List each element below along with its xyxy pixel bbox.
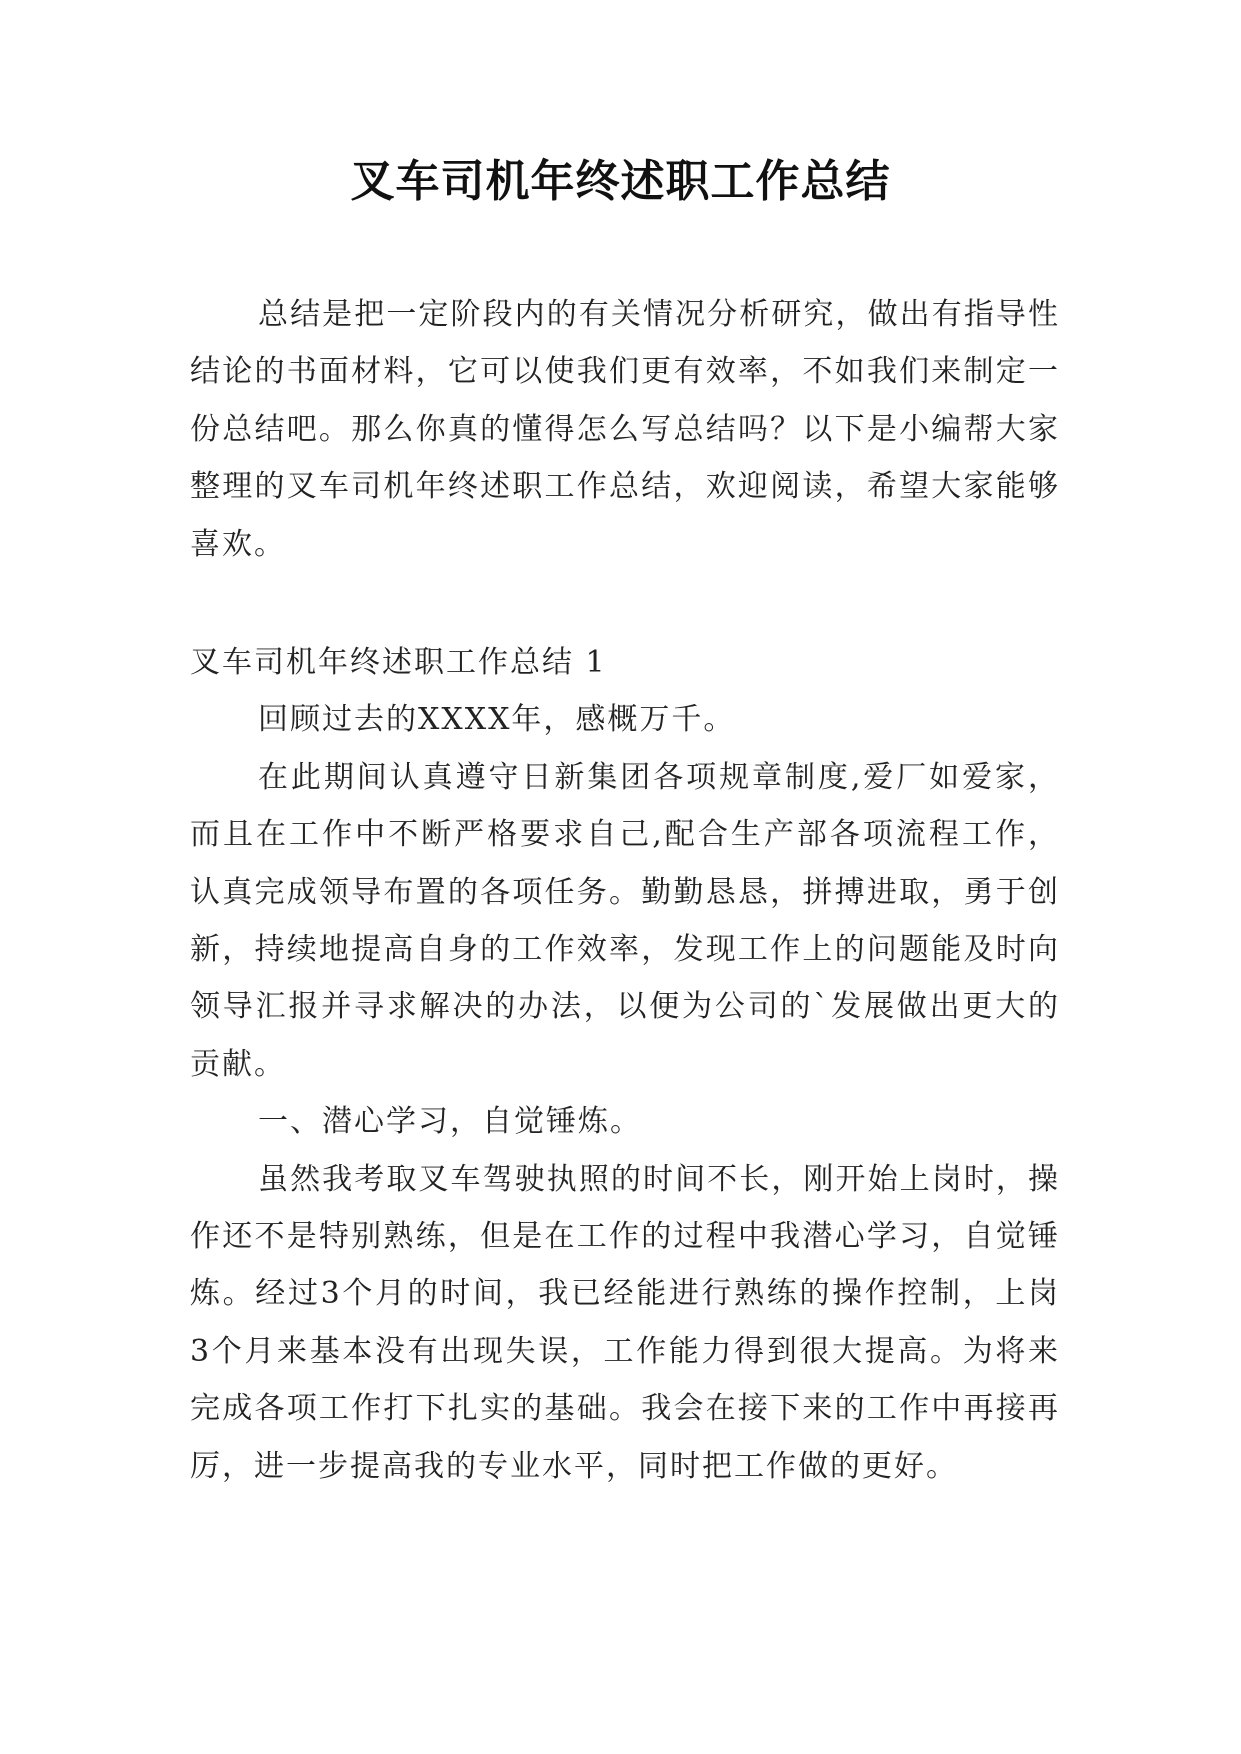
section-heading: 叉车司机年终述职工作总结 1 [190, 645, 607, 680]
intro-paragraph: 总结是把一定阶段内的有关情况分析研究，做出有指导性结论的书面材料，它可以使我们更有效率，不如我们来制定一份总结吧。那么你真的懂得怎么写总结吗？以下是小编帮大家整理的叉车司机年终述职工作总结，欢迎阅读，希望大家能够喜欢。 [190, 297, 1060, 562]
document-title: 叉车司机年终述职工作总结 [350, 156, 891, 207]
paragraph-2: 在此期间认真遵守日新集团各项规章制度,爱厂如爱家，而且在工作中不断严格要求自己,配合生产部各项流程工作，认真完成领导布置的各项任务。勤勤恳恳，拼搏进取，勇于创新，持续地提高自身的工作效率，发现工作上的问题能及时向领导汇报并寻求解决的办法，以便为公司的`发展做出更大的贡献。 [190, 759, 1060, 1082]
section-1 [190, 634, 1060, 1495]
subheading-1: 一、潜心学习，自觉锤炼。 [258, 1104, 642, 1140]
paragraph-3: 虽然我考取叉车驾驶执照的时间不长，刚开始上岗时，操作还不是特别熟练，但是在工作的过程中我潜心学习，自觉锤炼。经过3个月的时间，我已经能进行熟练的操作控制，上岗3个月来基本没有出现失误，工作能力得到很大提高。为将来完成各项工作打下扎实的基础。我会在接下来的工作中再接再厉，进一步提高我的专业水平，同时把工作做的更好。 [190, 1161, 1060, 1484]
intro-block [190, 286, 1060, 573]
paragraph-1: 回顾过去的XXXX年，感概万千。 [258, 702, 736, 738]
